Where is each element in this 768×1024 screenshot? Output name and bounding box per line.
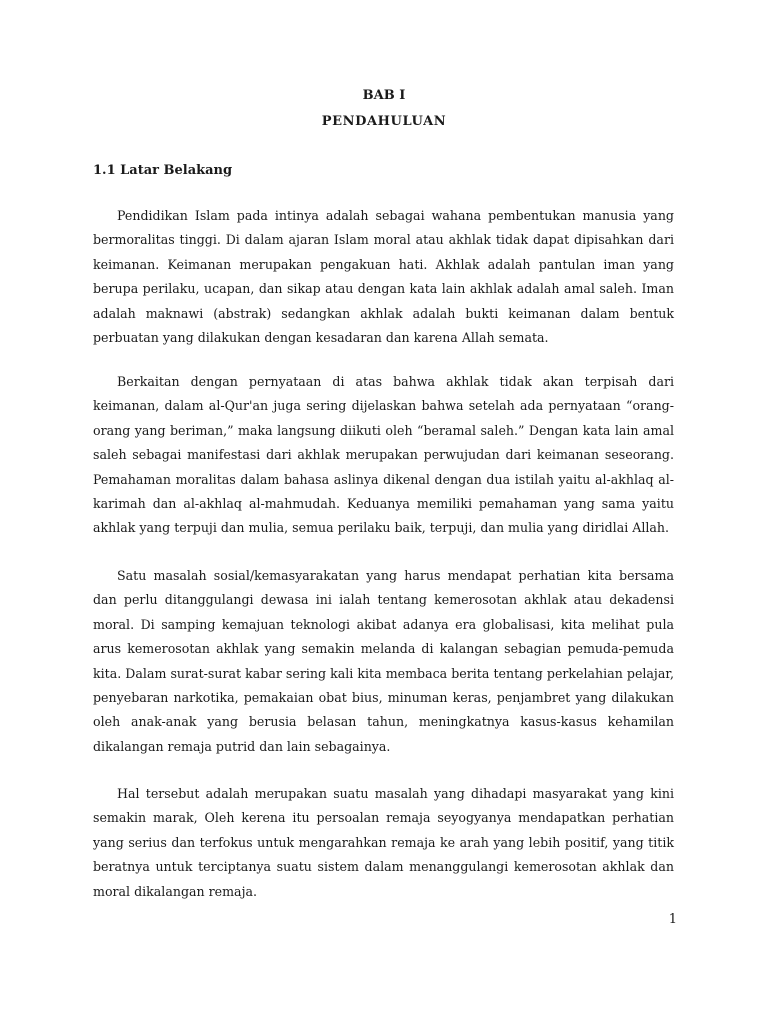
paragraph-2: Berkaitan dengan pernyataan di atas bahwa akhlak tidak akan terpisah dari keimanan, dalam al-Qur'an juga sering dijelaskan bahwa setelah ada pernyataan “orang-orang yang beriman,” maka langsung diikuti oleh “beramal saleh.” Dengan kata lain amal saleh sebagai manifestasi dari akhlak merupakan perwujudan dari keimanan seseorang. Pemahaman moralitas dalam bahasa aslinya dikenal dengan dua istilah yaitu al-akhlaq al-karimah dan al-akhlaq al-mahmudah. Keduanya memiliki pemahaman yang sama yaitu akhlak yang terpuji dan mulia, semua perilaku baik, terpuji, dan mulia yang diridlai Allah. xyxy=(93,374,674,536)
paragraph-4: Hal tersebut adalah merupakan suatu masalah yang dihadapi masyarakat yang kini semakin marak, Oleh kerena itu persoalan remaja seyogyanya mendapatkan perhatian yang serius dan terfokus untuk mengarahkan remaja ke arah yang lebih positif, yang titik beratnya untuk terciptanya suatu sistem dalam menanggulangi kemerosotan akhlak dan moral dikalangan remaja. xyxy=(93,786,674,899)
page-number: 1 xyxy=(668,912,677,927)
paragraph-1: Pendidikan Islam pada intinya adalah sebagai wahana pembentukan manusia yang bermoralitas tinggi. Di dalam ajaran Islam moral atau akhlak tidak dapat dipisahkan dari keimanan. Keimanan merupakan pengakuan hati. Akhlak adalah pantulan iman yang berupa perilaku, ucapan, dan sikap atau dengan kata lain akhlak adalah amal saleh. Iman adalah maknawi (abstrak) sedangkan akhlak adalah bukti keimanan dalam bentuk perbuatan yang dilakukan dengan kesadaran dan karena Allah semata. xyxy=(93,208,674,346)
section-title: 1.1 Latar Belakang xyxy=(93,163,233,178)
chapter-title: PENDAHULUAN xyxy=(321,114,447,129)
paragraph-3: Satu masalah sosial/kemasyarakatan yang harus mendapat perhatian kita bersama dan perlu ditanggulangi dewasa ini ialah tentang kemerosotan akhlak atau dekadensi moral. Di samping kemajuan teknologi akibat adanya era globalisasi, kita melihat pula arus kemerosotan akhlak yang semakin melanda di kalangan sebagian pemuda-pemuda kita. Dalam surat-surat kabar sering kali kita membaca berita tentang perkelahian pelajar, penyebaran narkotika, pemakaian obat bius, minuman keras, penjambret yang dilakukan oleh anak-anak yang berusia belasan tahun, meningkatnya kasus-kasus kehamilan dikalangan remaja putrid dan lain sebagainya. xyxy=(93,568,674,754)
chapter-number: BAB I xyxy=(362,88,406,103)
